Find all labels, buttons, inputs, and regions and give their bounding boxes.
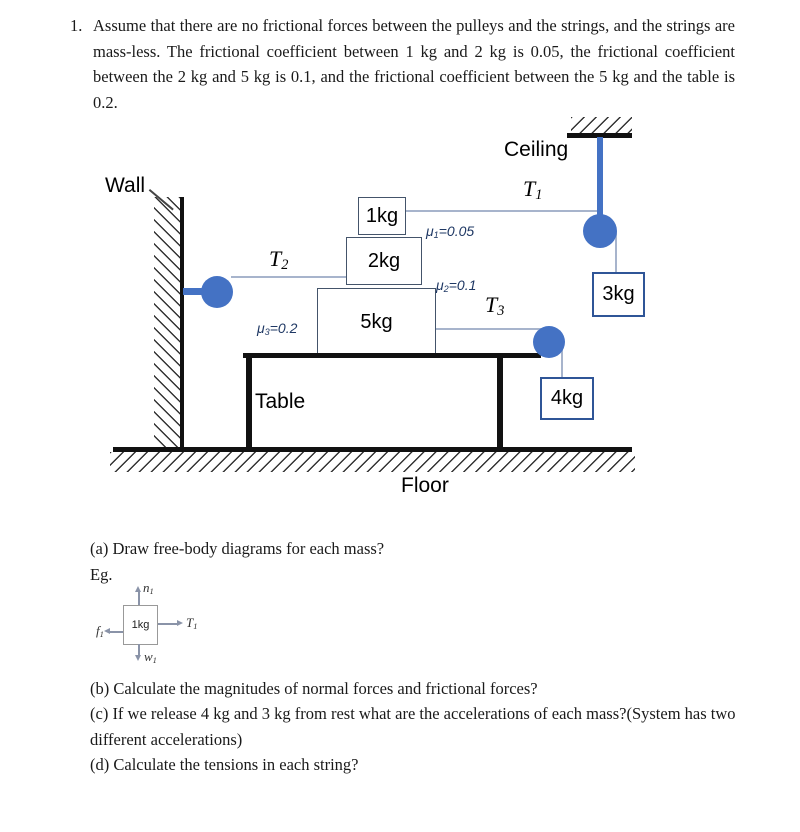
fbd-block-1kg: 1kg [123,605,158,645]
problem-number: 1. [70,16,83,35]
ceiling-label: Ceiling [504,138,569,161]
mu2-label: $\mu_2=0.1$ [436,277,477,294]
friction-arrow-line [110,631,123,633]
question-c: (c) If we release 4 kg and 3 kg from rest what are the accelerations of each mass?(System has two different accelerations) [90,704,736,749]
question-d: (d) Calculate the tensions in each string? [90,755,359,774]
block-4kg: 4kg [540,377,594,420]
fbd-tension-label: $T_1$ [186,615,198,631]
mu1-label: $\mu_1=0.05$ [426,223,475,240]
mu3-label: $\mu_3=0.2$ [257,320,298,337]
tension-label-t1: $T_1$ [523,176,543,204]
fbd-friction-label: $f_1$ [96,623,104,639]
tension-arrow-line [158,623,178,625]
block-2kg: 2kg [346,237,422,285]
tension-label-t3: $T_3$ [485,292,505,320]
tension-label-t2: $T_2$ [269,246,289,274]
tension-arrow-icon [177,620,183,626]
fbd-weight-label: $w_1$ [144,649,157,665]
fbd-normal-label: $n_1$ [143,580,154,596]
block-1kg: 1kg [358,197,406,235]
example-label: Eg. [90,565,113,584]
table-label: Table [255,390,306,413]
normal-arrow-line [138,591,140,605]
block-3kg: 3kg [592,272,645,317]
question-a: (a) Draw free-body diagrams for each mass? [90,539,385,558]
problem-text: Assume that there are no frictional forces between the pulleys and the strings, and the strings are mass-less. The frictional coefficient between 1 kg and 2 kg is 0.05, the frictional coefficient between the 2 kg and 5 kg is 0.1, and the frictional coefficient between the 5 kg and the table is 0.2. [93,16,735,112]
wall-label: Wall [105,174,146,197]
question-b: (b) Calculate the magnitudes of normal forces and frictional forces? [90,679,538,698]
block-5kg: 5kg [317,288,436,356]
floor-label: Floor [401,474,449,497]
weight-arrow-icon [135,655,141,661]
